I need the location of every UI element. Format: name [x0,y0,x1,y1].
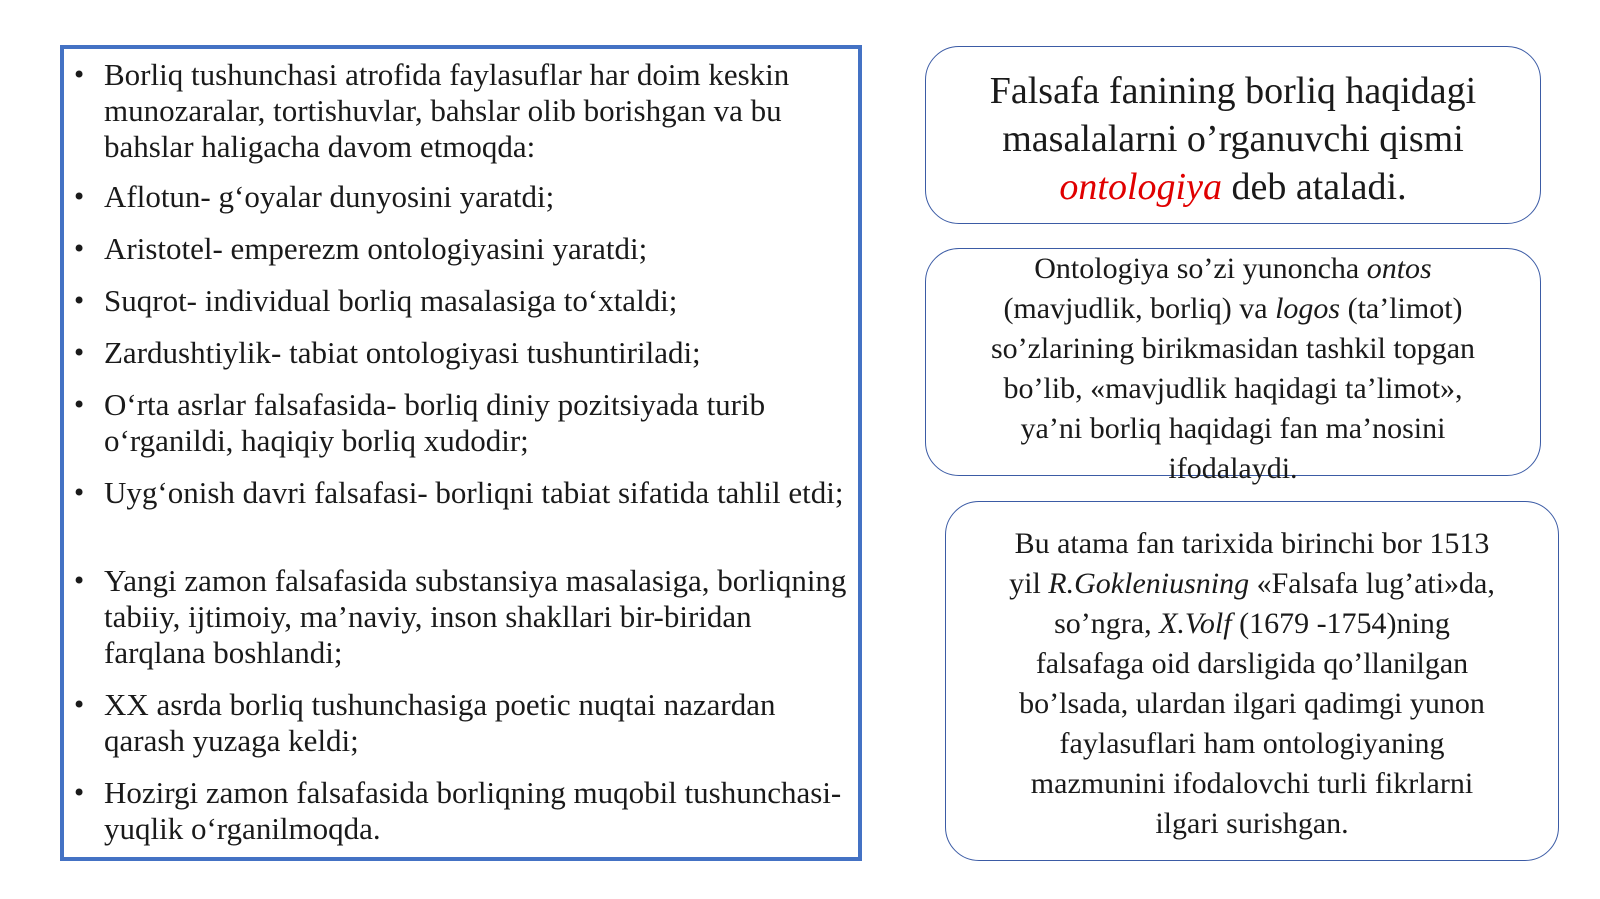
card3-line1: Bu atama fan tarixida birinchi bor 1513 [1014,527,1490,560]
card3-line3 [946,604,1558,644]
bullet-item [72,57,854,165]
card3-line8: ilgari surishgan. [1155,807,1349,840]
card3-line2 [946,564,1558,604]
bullet-item [72,387,854,459]
card3-text: so’ngra, [1054,607,1160,640]
bullet-text: Uyg‘onish davri falsafasi- borliqni tabiat sifatida tahlil etdi; [104,475,844,510]
card3-line5: bo’lsada, ulardan ilgari qadimgi yunon [1019,687,1485,720]
card1-line2: masalalarni o’rganuvchi qismi [1002,118,1464,160]
bullet-text: XX asrda borliq tushunchasiga poetic nuqtai nazardan qarash yuzaga keldi; [104,687,776,758]
bullet-icon: • [72,391,87,419]
bullet-icon: • [72,183,87,211]
card2-text: (ta’limot) [1340,292,1463,325]
ontology-definition-card [925,46,1541,224]
bullet-icon: • [72,479,87,507]
bullet-icon: • [72,691,87,719]
etymology-card [925,248,1541,485]
card2-line1 [926,249,1540,289]
bullet-text: Yangi zamon falsafasida substansiya masalasiga, borliqning tabiiy, ijtimoiy, ma’naviy, inson shakllari bir-biridan farqlana boshlandi; [104,563,847,670]
volf-name: X.Volf [1159,607,1232,640]
bullet-text: O‘rta asrlar falsafasida- borliq diniy pozitsiyada turib o‘rganildi, haqiqiy borliq xudodir; [104,387,766,458]
bullet-icon: • [72,339,87,367]
bullet-item [72,335,854,371]
card2-line4: bo’lib, «mavjudlik haqidagi ta’limot», [1003,372,1463,405]
bullet-item [72,775,854,847]
bullet-text: Hozirgi zamon falsafasida borliqning muqobil tushunchasi-yuqlik o‘rganilmoqda. [104,775,842,846]
bullet-item [72,179,854,215]
bullet-icon: • [72,287,87,315]
card3-text: yil [1009,567,1049,600]
card2-line5: ya’ni borliq haqidagi fan ma’nosini [1020,412,1446,445]
ontos-term: ontos [1366,252,1432,285]
bullet-text: Zardushtiylik- tabiat ontologiyasi tushuntiriladi; [104,335,701,370]
history-card [945,501,1559,861]
card2-line6: ifodalaydi. [1168,452,1298,485]
bullet-text: Aristotel- emperezm ontologiyasini yaratdi; [104,231,648,266]
card2-line2 [926,289,1540,329]
card1-line1: Falsafa fanining borliq haqidagi [989,70,1477,112]
bullet-icon: • [72,779,87,807]
bullet-item [72,475,854,511]
card2-line3: so’zlarining birikmasidan tashkil topgan [990,332,1476,365]
bullet-item [72,687,854,759]
bullet-icon: • [72,567,87,595]
card2-text: Ontologiya so’zi yunoncha [1034,252,1367,285]
card3-text: «Falsafa lug’ati»da, [1249,567,1495,600]
bullet-text: Borliq tushunchasi atrofida faylasuflar har doim keskin munozaralar, tortishuvlar, bahslar olib borishgan va bu bahslar haligacha davom etmoqda: [104,57,790,164]
card1-line3-rest: deb ataladi. [1221,166,1407,208]
bullet-text: Aflotun- g‘oyalar dunyosini yaratdi; [104,179,555,214]
bullet-text: Suqrot- individual borliq masalasiga to‘xtaldi; [104,283,678,318]
bullet-item [72,231,854,267]
bullet-icon: • [72,61,87,89]
bullet-icon: • [72,235,87,263]
ontology-term: ontologiya [1059,166,1222,208]
goklenius-name: R.Gokleniusning [1048,567,1250,600]
bullet-list-panel [60,45,862,861]
bullet-item [72,283,854,319]
card1-line3 [926,163,1540,211]
card3-line4: falsafaga oid darsligida qo’llanilgan [1035,647,1469,680]
card3-line6: faylasuflari ham ontologiyaning [1059,727,1445,760]
card2-text: (mavjudlik, borliq) va [1003,292,1276,325]
card3-line7: mazmunini ifodalovchi turli fikrlarni [1030,767,1474,800]
logos-term: logos [1275,292,1341,325]
card3-text: (1679 -1754)ning [1231,607,1450,640]
bullet-item [72,563,854,671]
